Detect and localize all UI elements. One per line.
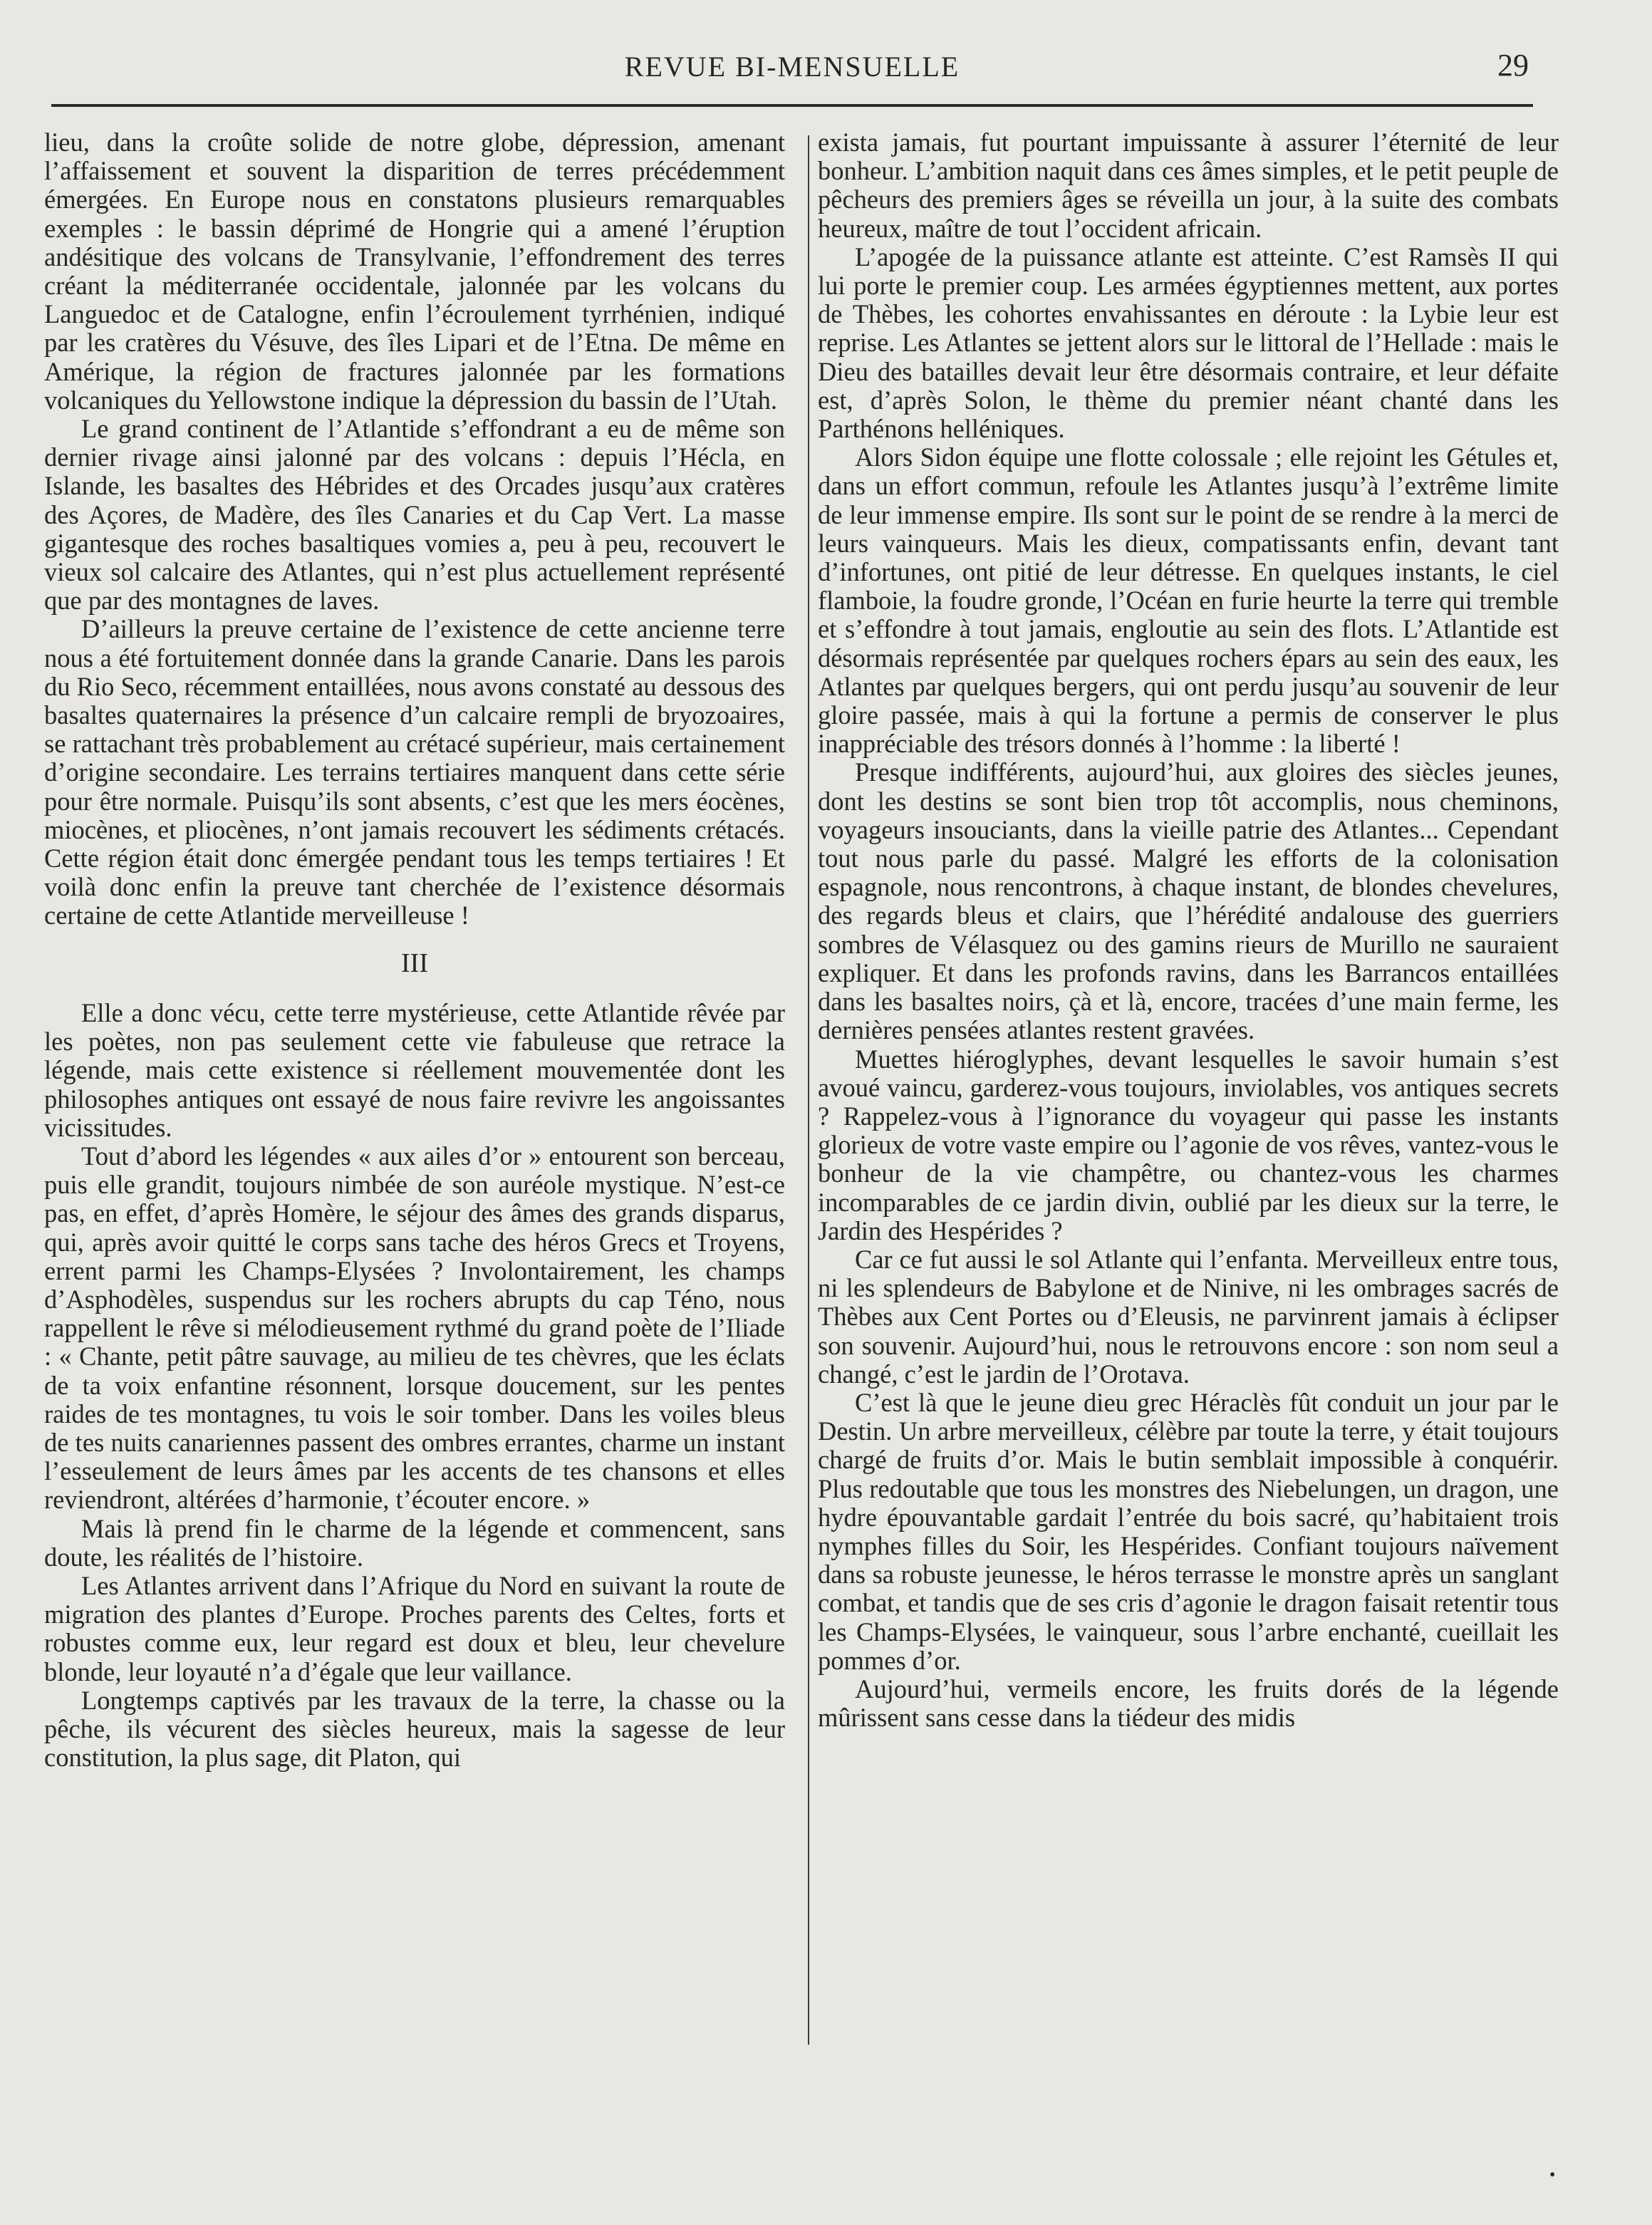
paragraph: lieu, dans la croûte solide de notre globe, dépression, amenant l’affaissement et souvent la disparition de terres précédemment émergées. En Europe nous en constatons plusieurs remarquables exemples : le bassin déprimé de Hongrie qui a amené l’éruption andésitique des volcans de Transylvanie, l’effondrement des terres créant la méditerranée occidentale, jalonnée par les volcans du Languedoc et de Catalogne, enfin l’écroulement tyrrhénien, indiqué par les cratères du Vésuve, des îles Lipari et de l’Etna. De même en Amérique, la région de fractures jalonnée par les formations volcaniques du Yellowstone indique la dépression du bassin de l’Utah. <box>44 128 785 415</box>
left-column <box>44 128 785 1772</box>
paragraph: L’apogée de la puissance atlante est atteinte. C’est Ramsès II qui lui porte le premier coup. Les armées égyptiennes mettent, aux portes de Thèbes, les cohortes envahissantes en déroute : la Lybie leur est reprise. Les Atlantes se jettent alors sur le littoral de l’Hellade : mais le Dieu des batailles devait leur être désormais contraire, et leur défaite est, d’après Solon, le thème du premier néant chanté dans les Parthénons helléniques. <box>818 242 1559 444</box>
paragraph: C’est là que le jeune dieu grec Héraclès fût conduit un jour par le Destin. Un arbre merveilleux, célèbre par toute la terre, y était toujours chargé de fruits d’or. Mais le butin semblait impossible à conquérir. Plus redoutable que tous les monstres des Niebelungen, un dragon, une hydre épouvantable gardait l’entrée du bois sacré, qu’habitaient trois nymphes filles du Soir, les Hespérides. Confiant toujours naïvement dans sa robuste jeunesse, le héros terrasse le monstre après un sanglant combat, et tandis que de ses cris d’agonie le dragon faisait retentir tous les Champs-Elysées, le vainqueur, sous l’arbre enchanté, cueillait les pommes d’or. <box>818 1387 1559 1675</box>
paragraph: Elle a donc vécu, cette terre mystérieuse, cette Atlantide rêvée par les poètes, non pas seulement cette vie fabuleuse que retrace la légende, mais cette existence si réellement mouvementée dont les philosophes antiques ont essayé de nous faire revivre les angoissantes vicissitudes. <box>44 997 785 1142</box>
paragraph: Muettes hiéroglyphes, devant lesquelles le savoir humain s’est avoué vaincu, garderez-vous toujours, inviolables, vos antiques secrets ? Rappelez-vous à l’ignorance du voyageur qui passe les instants glorieux de votre vaste empire ou l’agonie de vos rêves, vantez-vous le bonheur de la vie champêtre, ou chantez-vous les charmes incomparables de ce jardin divin, oublié par les dieux sur la terre, le Jardin des Hespérides ? <box>818 1044 1559 1245</box>
paragraph: Mais là prend fin le charme de la légende et commencent, sans doute, les réalités de l’histoire. <box>44 1513 785 1572</box>
paragraph: Les Atlantes arrivent dans l’Afrique du Nord en suivant la route de migration des plantes d’Europe. Proches parents des Celtes, forts et robustes comme eux, leur regard est doux et bleu, leur chevelure blonde, leur loyauté n’a d’égale que leur vaillance. <box>44 1570 785 1686</box>
page-header <box>51 43 1533 93</box>
paragraph: D’ailleurs la preuve certaine de l’existence de cette ancienne terre nous a été fortuitement donnée dans la grande Canarie. Dans les parois du Rio Seco, récemment entaillées, nous avons constaté au dessous des basaltes quaternaires la présence d’un calcaire rempli de bryozoaires, se rattachant très probablement au crétacé supérieur, mais certainement d’origine secondaire. Les terrains tertiaires manquent dans cette série pour être normale. Puisqu’ils sont absents, c’est que les mers éocènes, miocènes, et pliocènes, n’ont jamais recouvert les sédiments crétacés. Cette région était donc émergée pendant tous les temps tertiaires ! Et voilà donc enfin la preuve tant cherchée de l’existence désormais certaine de cette Atlantide merveilleuse ! <box>44 614 786 930</box>
paragraph: Presque indifférents, aujourd’hui, aux gloires des siècles jeunes, dont les destins se sont bien trop tôt accomplis, nous cheminons, voyageurs insouciants, dans la vieille patrie des Atlantes... Cependant tout nous parle du passé. Malgré les efforts de la colonisation espagnole, nous rencontrons, à chaque instant, de blondes chevelures, des regards bleus et clairs, que l’hérédité andalouse des guerriers sombres de Vélasquez ou des gamins rieurs de Murillo ne sauraient expliquer. Et dans les profonds ravins, dans les Barrancos entaillées dans les basaltes noirs, çà et là, encore, tracées d’une main ferme, les dernières pensées atlantes restent gravées. <box>818 757 1559 1045</box>
column-divider <box>808 135 809 2045</box>
paragraph: Longtemps captivés par les travaux de la terre, la chasse ou la pêche, ils vécurent des siècles heureux, mais la sagesse de leur constitution, la plus sage, dit Platon, qui <box>44 1685 785 1773</box>
footer-mark: • <box>1549 2166 1556 2184</box>
running-title: REVUE BI-MENSUELLE <box>624 51 960 83</box>
page-number: 29 <box>1497 48 1529 83</box>
paragraph: Car ce fut aussi le sol Atlante qui l’enfanta. Merveilleux entre tous, ni les splendeurs de Babylone et de Ninive, ni les ombrages sacrés de Thèbes aux Cent Portes ou d’Eleusis, ne parvinrent jamais à éclipser son souvenir. Aujourd’hui, nous le retrouvons encore : son nom seul a changé, c’est le jardin de l’Orotava. <box>818 1244 1559 1389</box>
right-column <box>818 128 1559 1732</box>
header-rule <box>51 104 1533 107</box>
paragraph: exista jamais, fut pourtant impuissante à assurer l’éternité de leur bonheur. L’ambition naquit dans ces âmes simples, et le petit peuple de pêcheurs des premiers âges se réveilla un jour, à la suite des combats heureux, maître de tout l’occident africain. <box>818 128 1559 243</box>
paragraph: Tout d’abord les légendes « aux ailes d’or » entourent son berceau, puis elle grandit, toujours nimbée de son auréole mystique. N’est-ce pas, en effet, d’après Homère, le séjour des âmes des grands disparus, qui, après avoir quitté le corps sans tache des héros Grecs et Troyens, errent parmi les Champs-Elysées ? Involontairement, les champs d’Asphodèles, suspendus sur les rochers abrupts du cap Téno, nous rappellent le rêve si mélodieusement rythmé du grand poète de l’Iliade : « Chante, petit pâtre sauvage, au milieu de tes chèvres, que les éclats de ta voix enfantine résonnent, lorsque doucement, sur les pentes raides de tes montagnes, tu vois le soir tomber. Dans les voiles bleus de tes nuits canariennes passent des ombres errantes, charme un instant l’esseulement de leurs âmes par les accents de tes chansons et elles reviendront, altérées d’harmonie, t’écouter encore. » <box>44 1141 785 1515</box>
paragraph: Alors Sidon équipe une flotte colossale ; elle rejoint les Gétules et, dans un effort commun, refoule les Atlantes jusqu’à l’extrême limite de leur immense empire. Ils sont sur le point de se rendre à la merci de leurs vainqueurs. Mais les dieux, compatissants enfin, devant tant d’infortunes, ont pitié de leur détresse. En quelques instants, le ciel flamboie, la foudre gronde, l’Océan en furie heurte la terre qui tremble et s’effondre à tout jamais, engloutie au sein des flots. L’Atlantide est désormais représentée par quelques rochers épars au sein des eaux, les Atlantes par quelques bergers, qui ont perdu jusqu’au souvenir de leur gloire passée, mais à qui la fortune a permis de conserver le plus inappréciable des trésors donnés à l’homme : la liberté ! <box>818 442 1559 759</box>
paragraph: Le grand continent de l’Atlantide s’effondrant a eu de même son dernier rivage ainsi jalonné par des volcans : depuis l’Hécla, en Islande, les basaltes des Hébrides et des Orcades jusqu’aux cratères des Açores, de Madère, des îles Canaries et du Cap Vert. La masse gigantesque des roches basaltiques vomies a, peu à peu, recouvert le vieux sol calcaire des Atlantes, qui n’est plus actuellement représenté que par des montagnes de laves. <box>44 414 785 616</box>
section-heading: III <box>401 948 428 978</box>
paragraph: Aujourd’hui, vermeils encore, les fruits dorés de la légende mûrissent sans cesse dans la tiédeur des midis <box>818 1674 1559 1733</box>
